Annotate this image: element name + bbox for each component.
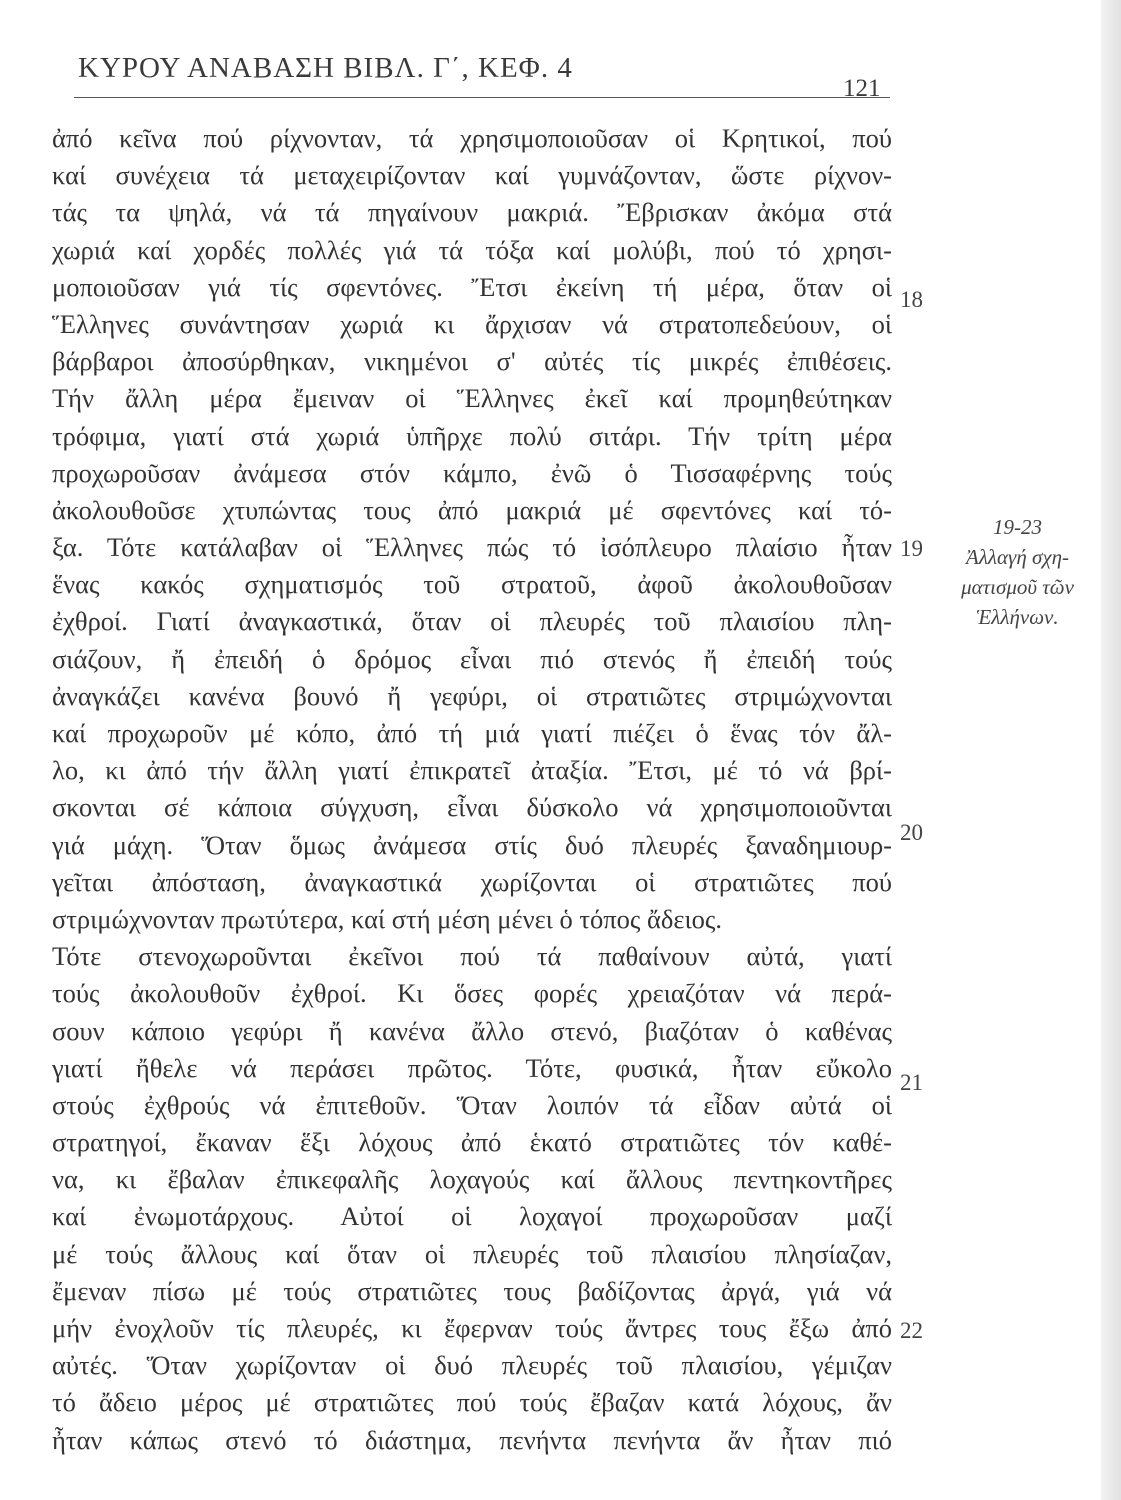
text-line: μοποιοῦσαν γιά τίς σφεντόνες. Ἔτσι ἐκείνη τή μέρα, ὅταν οἱ (52, 271, 892, 302)
text-line: ξα. Τότε κατάλαβαν οἱ Ἕλληνες πώς τό ἰσόπλευρο πλαίσιο ἦταν (52, 532, 892, 563)
header-rule (74, 97, 890, 98)
text-line: χωριά καί χορδές πολλές γιά τά τόξα καί μολύβι, πού τό χρησι- (52, 234, 892, 265)
text-line: ἦταν κάπως στενό τό διάστημα, πενήντα πενήντα ἄν ἦταν πιό (52, 1424, 892, 1455)
section-number-22: 22 (900, 1318, 923, 1343)
page-edge (1101, 0, 1121, 1500)
text-line: καί ἐνωμοτάρχους. Αὐτοί οἱ λοχαγοί προχωροῦσαν μαζί (52, 1201, 892, 1232)
text-line: Τότε στενοχωροῦνται ἐκεῖνοι πού τά παθαίνουν αὐτά, γιατί (52, 941, 892, 972)
marginal-note-line: Ἑλλήνων. (976, 605, 1059, 629)
text-line: Τήν ἄλλη μέρα ἔμειναν οἱ Ἕλληνες ἐκεῖ καί προμηθεύτηκαν (52, 383, 892, 414)
text-line: σουν κάποιο γεφύρι ἤ κανένα ἄλλο στενό, βιαζόταν ὁ καθένας (52, 1015, 892, 1046)
text-line: τό ἄδειο μέρος μέ στρατιῶτες πού τούς ἔβαζαν κατά λόχους, ἄν (52, 1387, 892, 1418)
running-header-title: ΚΥΡΟΥ ΑΝΑΒΑΣΗ ΒΙΒΛ. Γ΄, ΚΕΦ. 4 (78, 52, 573, 84)
text-line: ἀπό κεῖνα πού ρίχνονταν, τά χρησιμοποιοῦσαν οἱ Κρητικοί, πού (52, 123, 892, 153)
section-number-18: 18 (900, 287, 923, 312)
section-number-21: 21 (900, 1070, 923, 1095)
page-number: 121 (843, 75, 881, 102)
text-line: ἕνας κακός σχηματισμός τοῦ στρατοῦ, ἀφοῦ ἀκολουθοῦσαν (52, 569, 892, 600)
text-line: σκονται σέ κάποια σύγχυση, εἶναι δύσκολο νά χρησιμοποιοῦνται (52, 792, 892, 823)
text-line: αὐτές. Ὅταν χωρίζονταν οἱ δυό πλευρές τοῦ πλαισίου, γέμιζαν (52, 1350, 892, 1381)
text-line: βάρβαροι ἀποσύρθηκαν, νικημένοι σ' αὐτές τίς μικρές ἐπιθέσεις. (52, 346, 892, 377)
text-line: τάς τα ψηλά, νά τά πηγαίνουν μακριά. Ἔβρισκαν ἀκόμα στά (52, 197, 892, 228)
text-line: ἐχθροί. Γιατί ἀναγκαστικά, ὅταν οἱ πλευρές τοῦ πλαισίου πλη- (52, 606, 892, 637)
text-line: τούς ἀκολουθοῦν ἐχθροί. Κι ὅσες φορές χρειαζόταν νά περά- (52, 978, 892, 1009)
marginal-note-range: 19-23 (993, 515, 1042, 539)
text-line: τρόφιμα, γιατί στά χωριά ὑπῆρχε πολύ σιτάρι. Τήν τρίτη μέρα (52, 420, 892, 451)
text-line: Ἕλληνες συνάντησαν χωριά κι ἄρχισαν νά στρατοπεδεύουν, οἱ (52, 308, 892, 339)
marginal-note (935, 512, 1100, 632)
text-line: να, κι ἔβαλαν ἐπικεφαλῆς λοχαγούς καί ἄλλους πεντηκοντῆρες (52, 1164, 892, 1195)
text-line: καί συνέχεια τά μεταχειρίζονταν καί γυμνάζονταν, ὥστε ρίχνον- (52, 160, 892, 191)
body-text (52, 120, 892, 1459)
text-line: σιάζουν, ἤ ἐπειδή ὁ δρόμος εἶναι πιό στενός ἤ ἐπειδή τούς (52, 643, 892, 674)
marginal-note-line: ματισμοῦ τῶν (961, 575, 1074, 599)
text-line: στρατηγοί, ἔκαναν ἕξι λόχους ἀπό ἑκατό στρατιῶτες τόν καθέ- (52, 1127, 892, 1158)
text-line: στριμώχνονταν πρωτύτερα, καί στή μέση μένει ὁ τόπος ἄδειος. (52, 903, 723, 934)
text-line: στούς ἐχθρούς νά ἐπιτεθοῦν. Ὅταν λοιπόν τά εἶδαν αὐτά οἱ (52, 1089, 892, 1120)
marginal-note-line: Ἀλλαγή σχη- (966, 545, 1069, 569)
text-line: λο, κι ἀπό τήν ἄλλη γιατί ἐπικρατεῖ ἀταξία. Ἔτσι, μέ τό νά βρί- (52, 755, 892, 786)
text-line: μέ τούς ἄλλους καί ὅταν οἱ πλευρές τοῦ πλαισίου πλησίαζαν, (52, 1238, 892, 1269)
text-line: προχωροῦσαν ἀνάμεσα στόν κάμπο, ἐνῶ ὁ Τισσαφέρνης τούς (52, 457, 892, 488)
text-line: ἀκολουθοῦσε χτυπώντας τους ἀπό μακριά μέ σφεντόνες καί τό- (52, 494, 892, 525)
text-line: γεῖται ἀπόσταση, ἀναγκαστικά χωρίζονται οἱ στρατιῶτες πού (52, 866, 892, 897)
section-number-20: 20 (900, 820, 923, 845)
text-line: καί προχωροῦν μέ κόπο, ἀπό τή μιά γιατί πιέζει ὁ ἕνας τόν ἄλ- (52, 718, 892, 748)
text-line: ἀναγκάζει κανένα βουνό ἤ γεφύρι, οἱ στρατιῶτες στριμώχνονται (52, 680, 892, 711)
text-line: μήν ἐνοχλοῦν τίς πλευρές, κι ἔφερναν τούς ἄντρες τους ἔξω ἀπό (52, 1313, 892, 1343)
text-line: ἔμεναν πίσω μέ τούς στρατιῶτες τους βαδίζοντας ἀργά, γιά νά (52, 1275, 892, 1306)
section-number-19: 19 (900, 536, 923, 561)
text-line: γιατί ἤθελε νά περάσει πρῶτος. Τότε, φυσικά, ἦταν εὔκολο (52, 1052, 892, 1083)
text-line: γιά μάχη. Ὅταν ὅμως ἀνάμεσα στίς δυό πλευρές ξαναδημιουρ- (52, 829, 892, 860)
